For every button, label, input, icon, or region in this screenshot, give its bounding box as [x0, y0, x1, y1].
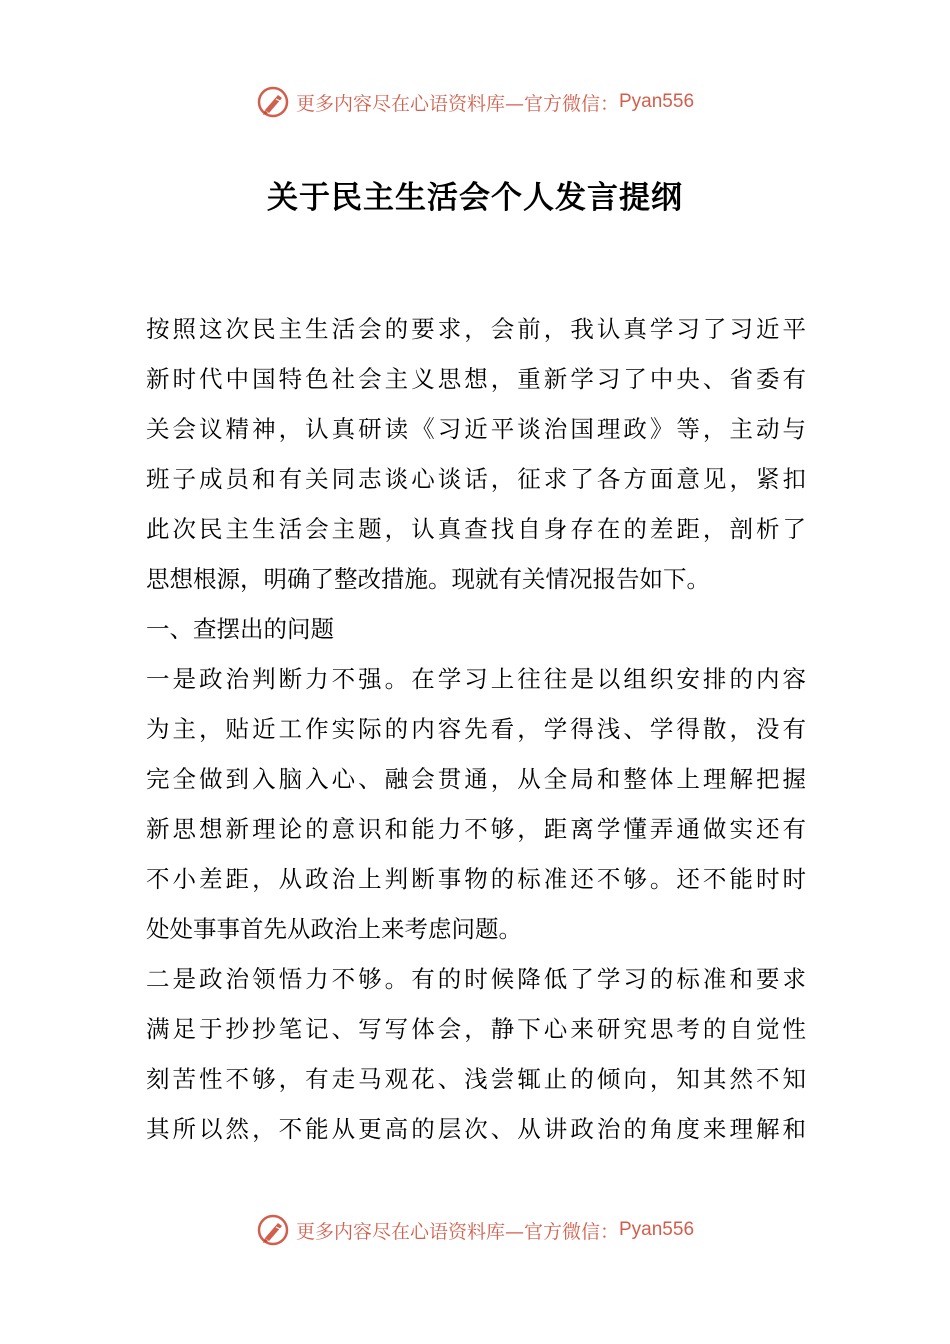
text-line: 其所以然，不能从更高的层次、从讲政治的角度来理解和: [146, 1115, 806, 1143]
text-line: 新思想新理论的意识和能力不够，距离学懂弄通做实还有: [146, 815, 806, 843]
text-line: 满足于抄抄笔记、写写体会，静下心来研究思考的自觉性: [146, 1015, 806, 1043]
section-heading: 一、查摆出的问题: [146, 615, 334, 643]
header-watermark: [0, 82, 950, 122]
text-line: 此次民主生活会主题，认真查找自身存在的差距，剖析了: [146, 515, 806, 543]
text-line: 新时代中国特色社会主义思想，重新学习了中央、省委有: [146, 365, 806, 393]
watermark-text: 更多内容尽在心语资料库—官方微信：: [295, 1220, 619, 1243]
text-line: 按照这次民主生活会的要求，会前，我认真学习了习近平: [146, 315, 806, 343]
watermark-text: 更多内容尽在心语资料库—官方微信：: [295, 92, 619, 115]
text-line: 思想根源，明确了整改措施。现就有关情况报告如下。: [146, 565, 710, 593]
text-line: 关会议精神，认真研读《习近平谈治国理政》等，主动与: [146, 415, 806, 443]
text-line: 为主，贴近工作实际的内容先看，学得浅、学得散，没有: [146, 715, 806, 743]
pen-circle-logo-icon: [256, 1213, 290, 1247]
text-line: 刻苦性不够，有走马观花、浅尝辄止的倾向，知其然不知: [146, 1065, 806, 1093]
text-line: 二是政治领悟力不够。有的时候降低了学习的标准和要求: [146, 965, 806, 993]
pen-circle-logo-icon: [256, 85, 290, 119]
footer-watermark: [0, 1210, 950, 1250]
watermark-wechat-id: Pyan556: [619, 1219, 695, 1240]
document-title: 关于民主生活会个人发言提纲: [267, 180, 683, 216]
text-line: 不小差距，从政治上判断事物的标准还不够。还不能时时: [146, 865, 806, 893]
document-body: [146, 304, 806, 1154]
text-line: 一是政治判断力不强。在学习上往往是以组织安排的内容: [146, 665, 806, 693]
text-line: 完全做到入脑入心、融会贯通，从全局和整体上理解把握: [146, 765, 806, 793]
text-line: 处处事事首先从政治上来考虑问题。: [146, 915, 522, 943]
watermark-wechat-id: Pyan556: [619, 91, 695, 112]
text-line: 班子成员和有关同志谈心谈话，征求了各方面意见，紧扣: [146, 465, 806, 493]
